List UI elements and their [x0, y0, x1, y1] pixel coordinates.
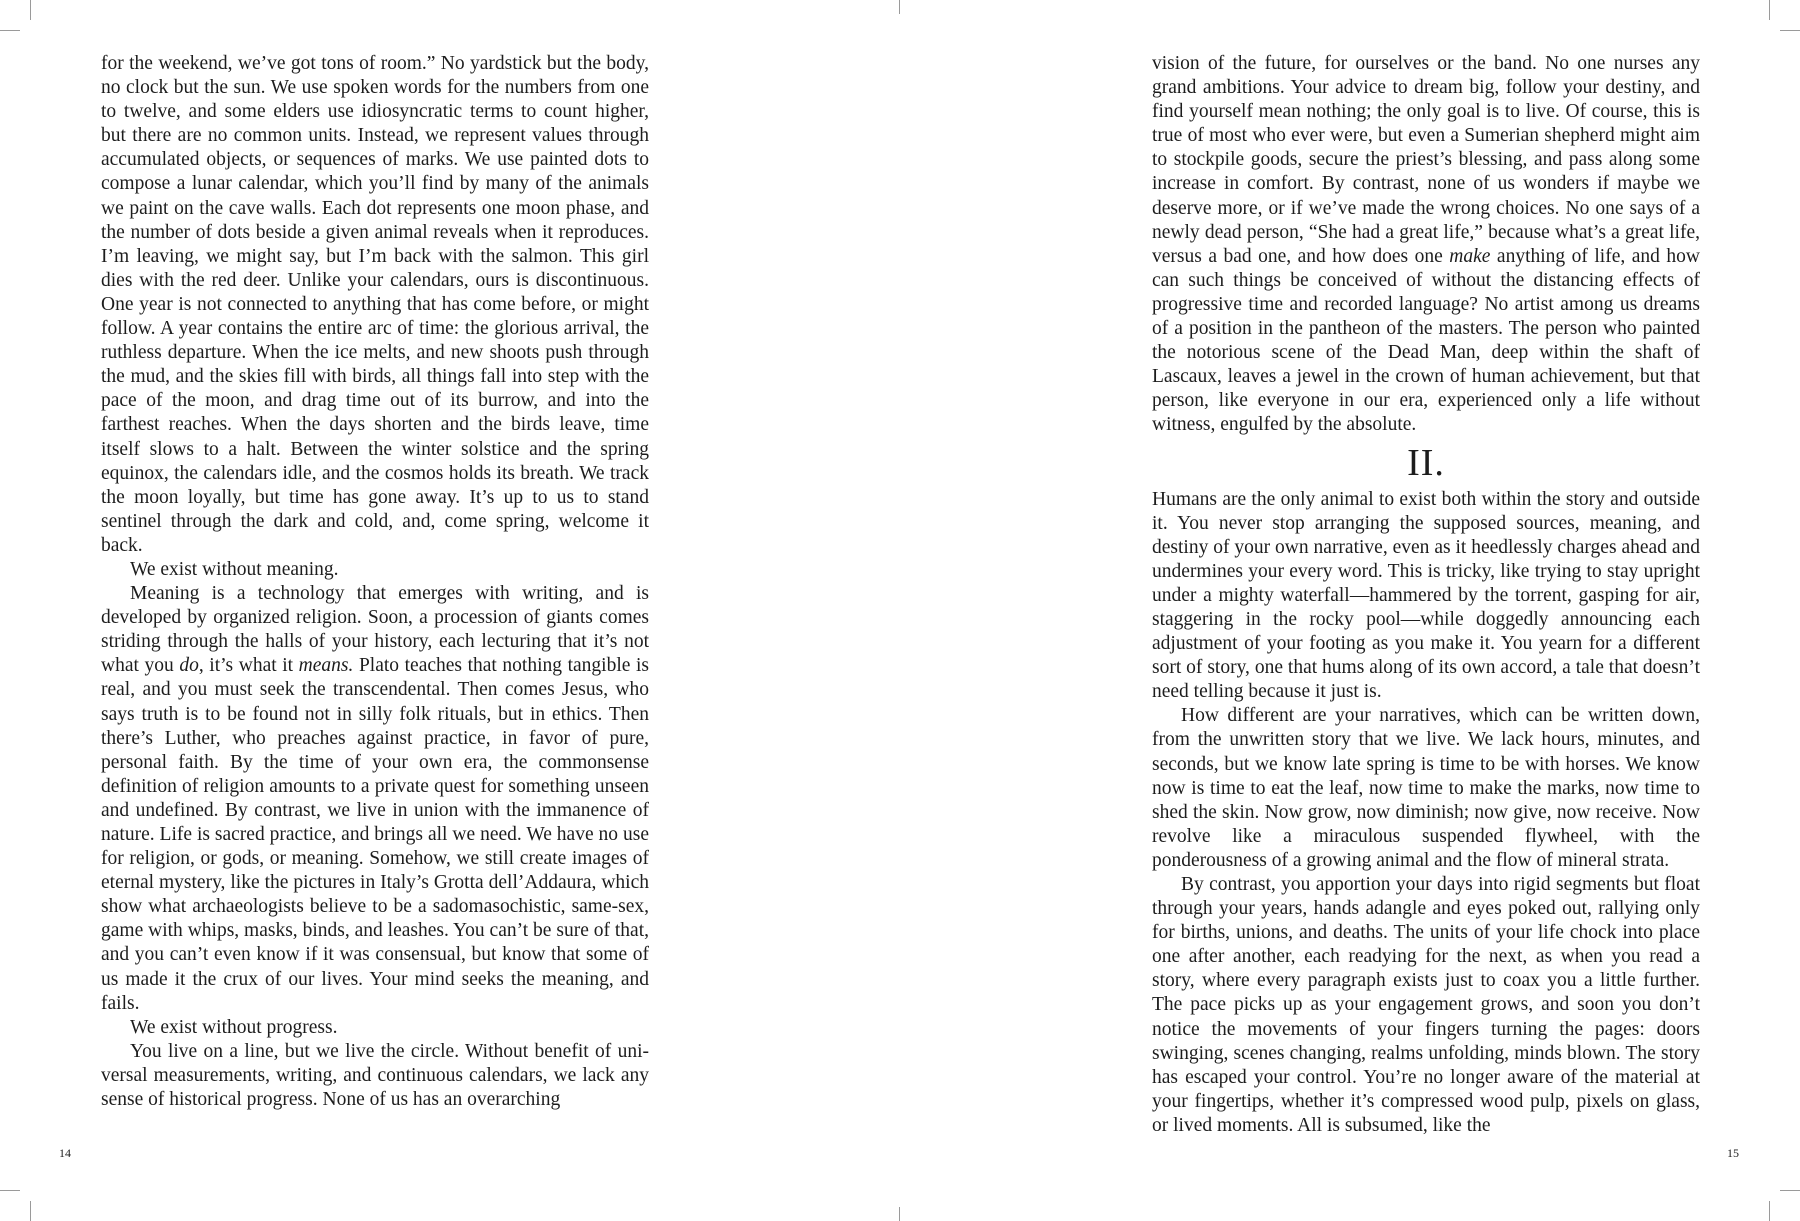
- italic-text: do: [179, 655, 199, 677]
- crop-mark: [30, 0, 31, 20]
- italic-text: means.: [298, 655, 354, 677]
- crop-mark: [899, 0, 900, 14]
- paragraph: [1152, 488, 1700, 705]
- right-page-text: [1152, 52, 1700, 1138]
- paragraph: [101, 582, 649, 1016]
- text-run: vision of the future, for ourselves or the band. No one nurses any grand ambitions. Your advice to dream big, follow your destiny, and find yourself mean nothing; the only goal is to live. Of course, this is true of most who ever were, but even a Sumerian shepherd might aim to stockpile goods, secure the priest’s blessing, and pass along some increase in comfort. By contrast, none of us wonders if maybe we deserve more, or if we’ve made the wrong choices. No one says of a newly dead person, “She had a great life,” because what’s a great life, versus a bad one, and how does one: [1152, 53, 1700, 267]
- crop-mark: [1769, 1201, 1770, 1221]
- right-page-text-after-heading: [1152, 488, 1700, 1139]
- paragraph: [1152, 873, 1700, 1138]
- paragraph: [101, 558, 649, 582]
- text-run: , it’s what it: [198, 655, 299, 677]
- text-run: We exist without progress.: [130, 1016, 338, 1038]
- crop-mark: [1769, 0, 1770, 20]
- left-page-text: [101, 52, 649, 1112]
- right-page-text-before-heading: [1152, 52, 1700, 438]
- text-run: You live on a line, but we live the circle. Without benefit of universal measurements, writing, and continuous calendars, we lack any sense of historical progress. None of us has an overarching: [101, 1040, 649, 1111]
- text-run: Meaning is a technology that emerges with writing, and is developed by organized religion. Soon, a procession of giants comes striding through the halls of your history, each lecturing that it’s not what you: [101, 583, 649, 677]
- text-run: Humans are the only animal to exist both within the story and outside it. You never stop arranging the supposed sources, meaning, and destiny of your own narrative, even as it heedlessly charges ahead and undermines your every word. This is tricky, like trying to stay upright under a mighty waterfall—hammered by the torrent, gasping for air, staggering in the rocky pool—while doggedly announcing each adjustment of your footing as you make it. You yearn for a different sort of story, one that hums along of its own accord, a tale that doesn’t need telling because it just is.: [1152, 488, 1700, 703]
- italic-text: make: [1449, 245, 1491, 267]
- text-run: for the weekend, we’ve got tons of room.” No yardstick but the body, no clock but the sun. We use spoken words for the numbers from one to twelve, and some elders use idiosyncratic terms to count higher, but there are no common units. Instead, we represent values through accumulated objects, or sequences of marks. We use painted dots to compose a lunar calendar, which you’ll find by many of the animals we paint on the cave walls. Each dot represents one moon phase, and the number of dots beside a given animal reveals when it reproduces. I’m leaving, we might say, but I’m back with the salmon. This girl dies with the red deer. Unlike your calendars, ours is discontinuous. One year is not connected to anything that has come before, or might follow. A year contains the entire arc of time: the glorious arrival, the ruthless departure. When the ice melts, and new shoots push through the mud, and the skies fill with birds, all things fall into step with the pace of the moon, and drag time out of its burrow, and into the farthest reaches. When the days shorten and the birds leave, time itself slows to a halt. Between the winter solstice and the spring equinox, the calendars idle, and the cosmos holds its breath. We track the moon loyally, but time has gone away. It’s up to us to stand sentinel through the dark and cold, and, come spring, welcome it back.: [101, 53, 649, 556]
- paragraph: [1152, 52, 1700, 438]
- text-run: We exist without meaning.: [130, 558, 339, 580]
- page-number-left: 14: [59, 1146, 71, 1160]
- crop-mark: [1780, 1190, 1800, 1191]
- paragraph: [101, 52, 649, 558]
- section-heading: II.: [1407, 441, 1445, 484]
- paragraph: [1152, 704, 1700, 873]
- crop-mark: [899, 1207, 900, 1221]
- paragraph: [101, 1016, 649, 1040]
- crop-mark: [0, 1190, 20, 1191]
- crop-mark: [1780, 30, 1800, 31]
- crop-mark: [0, 30, 20, 31]
- text-run: anything of life, and how can such things be conceived of without the distancing effects of progressive time and recorded language? No artist among us dreams of a position in the pantheon of the masters. The person who painted the notorious scene of the Dead Man, deep within the shaft of Lascaux, leaves a jewel in the crown of human achievement, but that person, like everyone in our era, experienced only a life without witness, engulfed by the absolute.: [1152, 245, 1700, 436]
- page-number-right: 15: [1727, 1146, 1739, 1160]
- text-run: Plato teaches that nothing tangible is real, and you must seek the transcendental. Then comes Jesus, who says truth is to be found not in silly folk rituals, but in ethics. Then there’s Luther, who preaches against practice, in favor of pure, personal faith. By the time of your own era, the commonsense definition of religion amounts to a private quest for something unseen and undefined. By contrast, we live in union with the immanence of nature. Life is sacred practice, and brings all we need. We have no use for religion, or gods, or meaning. Somehow, we still create images of eternal mystery, like the pictures in Italy’s Grotta dell’Addaura, which show what archaeologists believe to be a sadomasochistic, same-sex, game with whips, masks, binds, and leashes. You can’t be sure of that, and you can’t even know if it was consensual, but know that some of us made it the crux of our lives. Your mind seeks the meaning, and fails.: [101, 655, 649, 1014]
- crop-mark: [30, 1201, 31, 1221]
- text-run: By contrast, you apportion your days into rigid segments but float through your years, hands adangle and eyes poked out, rallying only for births, unions, and deaths. The units of your life chock into place one after another, each readying for the next, as when you read a story, where every paragraph exists just to coax you a little further. The pace picks up as your engagement grows, and soon you don’t notice the movements of your fingers turning the pages: doors swinging, scenes changing, realms unfolding, minds blown. The story has escaped your control. You’re no longer aware of the material at your fingertips, whether it’s compressed wood pulp, pixels on glass, or lived moments. All is subsumed, like the: [1152, 874, 1700, 1136]
- paragraph: [101, 1040, 649, 1112]
- text-run: How different are your narratives, which can be written down, from the unwritten story that we live. We lack hours, minutes, and seconds, but we know late spring is time to be with horses. We know now is time to eat the leaf, now time to make the marks, now time to shed the skin. Now grow, now diminish; now give, now receive. Now revolve like a miraculous suspended flywheel, with the ponderousness of a growing animal and the flow of mineral strata.: [1152, 705, 1700, 871]
